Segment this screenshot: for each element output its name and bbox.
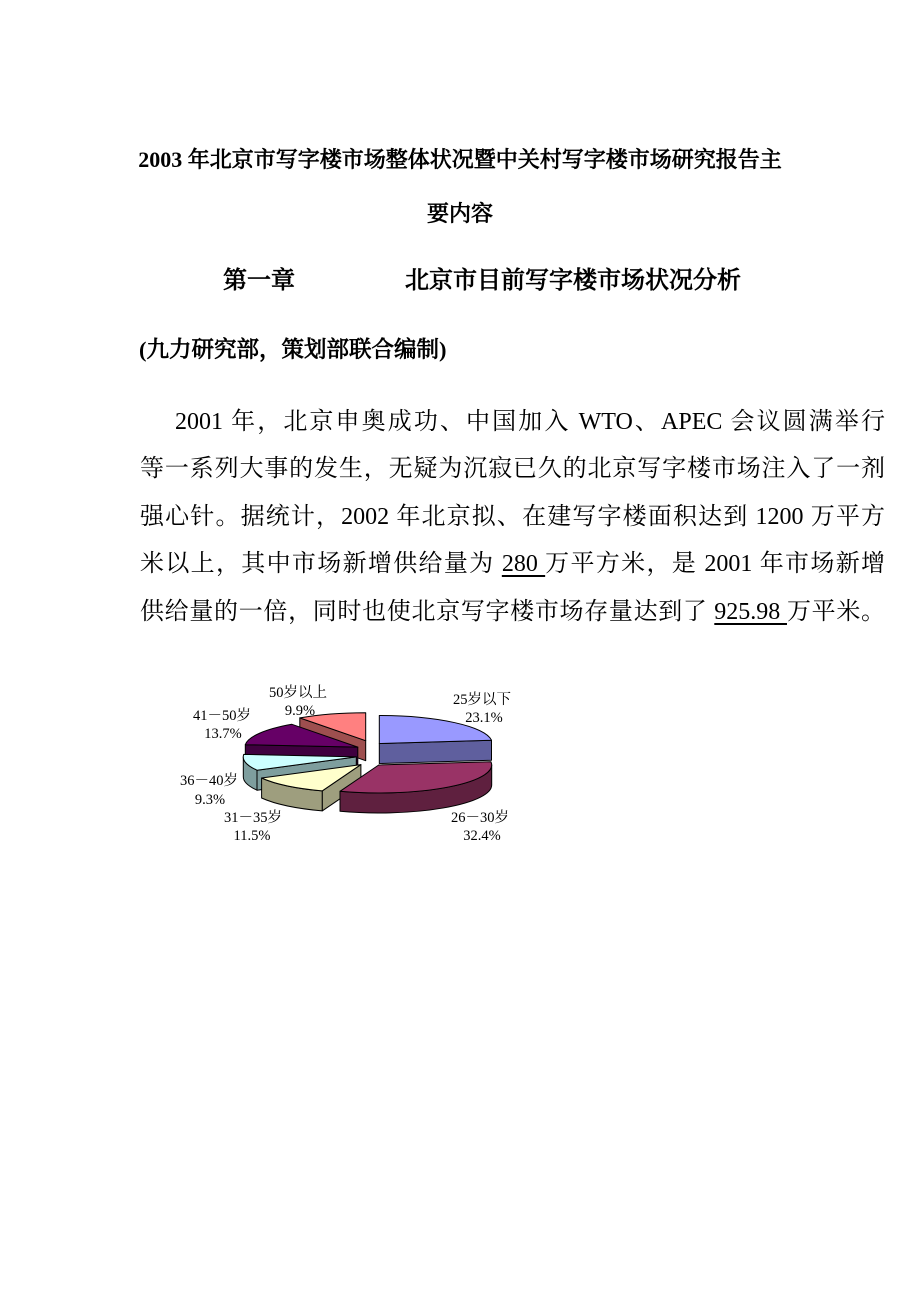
body-text: 万平米。: [786, 598, 886, 625]
pie-label-under-25-pct: 23.1%: [465, 710, 503, 726]
chapter-title: 北京市目前写字楼市场状况分析: [405, 268, 741, 294]
body-line: 2001 年，北京申奥成功、中国加入 WTO、APEC 会议圆满举行: [175, 409, 885, 435]
body-line: 强心针。据统计，2002 年北京拟、在建写字楼面积达到 1200 万平方: [140, 503, 885, 530]
body-text: 米以上，其中市场新增供给量为: [140, 551, 502, 578]
pie-label-41-50: 41－50岁: [193, 708, 251, 724]
pie-slices: [243, 713, 491, 813]
pie-chart-svg: [140, 660, 570, 875]
pie-label-31-35-pct: 11.5%: [233, 828, 271, 844]
underlined-value-925: 925.98: [714, 598, 787, 625]
pie-label-36-40-pct: 9.3%: [194, 792, 226, 808]
chapter-number: 第一章: [223, 268, 295, 294]
body-text: 供给量的一倍，同时也使北京写字楼市场存量达到了: [140, 598, 715, 625]
body-line: [140, 589, 885, 636]
pie-label-26-30-pct: 32.4%: [463, 828, 501, 844]
report-title-line-1: 2003 年北京市写字楼市场整体状况暨中关村写字楼市场研究报告主: [138, 147, 782, 172]
credit-line: (九力研究部，策划部联合编制): [139, 337, 447, 362]
body-paragraph: [140, 399, 885, 636]
report-title-line-2: 要内容: [426, 201, 493, 226]
pie-label-26-30: 26－30岁: [451, 810, 509, 826]
pie-label-under-25: 25岁以下: [453, 692, 511, 708]
body-text: 万平方米，是 2001 年市场新增: [545, 551, 886, 578]
underlined-value-280: 280: [501, 551, 546, 578]
pie-label-41-50-pct: 13.7%: [204, 726, 242, 742]
pie-label-over-50-pct: 9.9%: [284, 703, 316, 719]
age-distribution-pie-chart: [140, 660, 570, 875]
pie-label-36-40: 36－40岁: [180, 773, 238, 789]
pie-slice-26－30岁: [340, 762, 492, 813]
body-line: [140, 541, 885, 588]
body-line: 等一系列大事的发生，无疑为沉寂已久的北京写字楼市场注入了一剂: [140, 456, 885, 483]
pie-label-over-50: 50岁以上: [269, 685, 327, 701]
pie-label-31-35: 31－35岁: [224, 810, 282, 826]
